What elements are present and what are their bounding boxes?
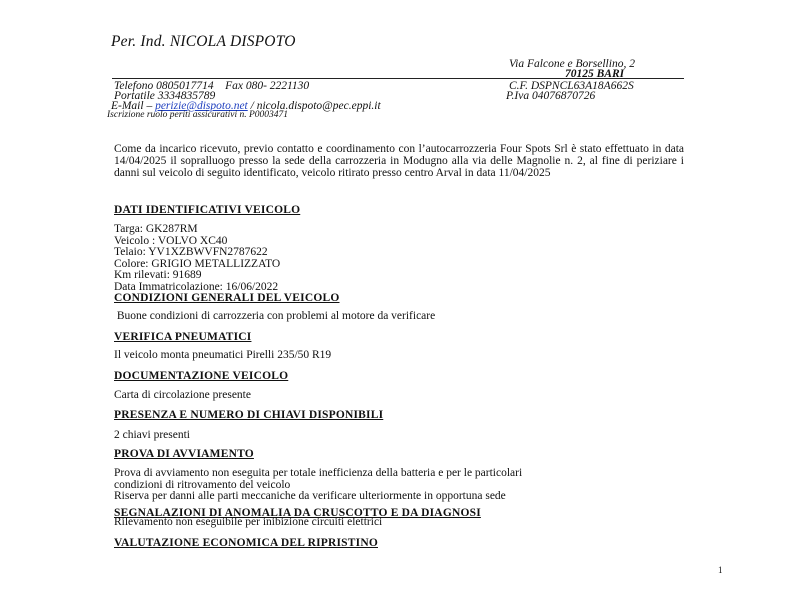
keys-text: 2 chiavi presenti xyxy=(114,429,191,441)
header-divider xyxy=(112,78,684,79)
intro-paragraph: Come da incarico ricevuto, previo contatto e coordinamento con l’autocarrozzeria Four Spots Srl è stato effettuato in data 14/04/2025 il sopralluogo presso la sede della carrozzeria in Modugno alla via delle Magnolie n. 2, al fine di periziare i danni sul veicolo di seguito identificato, veicolo ritirato presso centro Arval in data 11/04/2025 xyxy=(114,143,684,179)
registry-number: Iscrizione ruolo periti assicurativi n. P0003471 xyxy=(107,110,289,120)
pec-email: / nicola.dispoto@pec.eppi.it xyxy=(247,100,381,112)
address-street: Via Falcone e Borsellino, 2 xyxy=(509,58,635,70)
address-city: 70125 BARI xyxy=(565,68,625,80)
heading-start-test: PROVA DI AVVIAMENTO xyxy=(114,448,254,460)
documents-text: Carta di circolazione presente xyxy=(114,389,251,401)
model-line: Veicolo : VOLVO XC40 xyxy=(114,234,228,247)
phone-fax: Telefono 0805017714 Fax 080- 2221130 xyxy=(114,80,310,92)
vat-number: P.Iva 04076870726 xyxy=(506,90,596,102)
tyres-text: Il veicolo monta pneumatici Pirelli 235/50 R19 xyxy=(114,349,332,361)
registration-date-line: Data Immatricolazione: 16/06/2022 xyxy=(114,280,279,293)
sender-name: Per. Ind. NICOLA DISPOTO xyxy=(111,33,296,50)
dashboard-anomalies-text: Rilevamento non eseguibile per inibizione circuiti elettrici xyxy=(114,516,383,528)
heading-dashboard-anomalies: SEGNALAZIONI DI ANOMALIA DA CRUSCOTTO E DA DIAGNOSI xyxy=(114,507,481,519)
page-number: 1 xyxy=(718,565,723,575)
mileage-line: Km rilevati: 91689 xyxy=(114,269,202,282)
color-line: Colore: GRIGIO METALLIZZATO xyxy=(114,257,281,270)
email-link[interactable]: perizie@dispoto.net xyxy=(155,100,248,112)
fiscal-code: C.F. DSPNCL63A18A662S xyxy=(509,80,634,92)
start-test-line-2: condizioni di ritrovamento del veicolo xyxy=(114,478,291,491)
heading-vehicle-data: DATI IDENTIFICATIVI VEICOLO xyxy=(114,204,301,216)
start-test-line-3: Riserva per danni alle parti meccaniche da verificare ulteriormente in opportuna sede xyxy=(114,490,506,503)
mobile-phone: Portatile 3334835789 xyxy=(114,90,216,102)
heading-general-conditions: CONDIZIONI GENERALI DEL VEICOLO xyxy=(114,292,340,304)
start-test-line-1: Prova di avviamento non eseguita per totale inefficienza della batteria e per le particolari xyxy=(114,467,523,479)
general-conditions-text: Buone condizioni di carrozzeria con problemi al motore da verificare xyxy=(114,310,436,322)
chassis-line: Telaio: YV1XZBWVFN2787622 xyxy=(114,246,268,259)
start-test-text xyxy=(114,468,522,503)
vehicle-details xyxy=(114,224,280,294)
heading-keys: PRESENZA E NUMERO DI CHIAVI DISPONIBILI xyxy=(114,409,384,421)
plate-line: Targa: GK287RM xyxy=(114,223,198,235)
heading-tyres: VERIFICA PNEUMATICI xyxy=(114,331,252,343)
heading-economic-valuation: VALUTAZIONE ECONOMICA DEL RIPRISTINO xyxy=(114,537,378,549)
email-prefix: E-Mail – xyxy=(111,100,156,112)
heading-documents: DOCUMENTAZIONE VEICOLO xyxy=(114,370,289,382)
